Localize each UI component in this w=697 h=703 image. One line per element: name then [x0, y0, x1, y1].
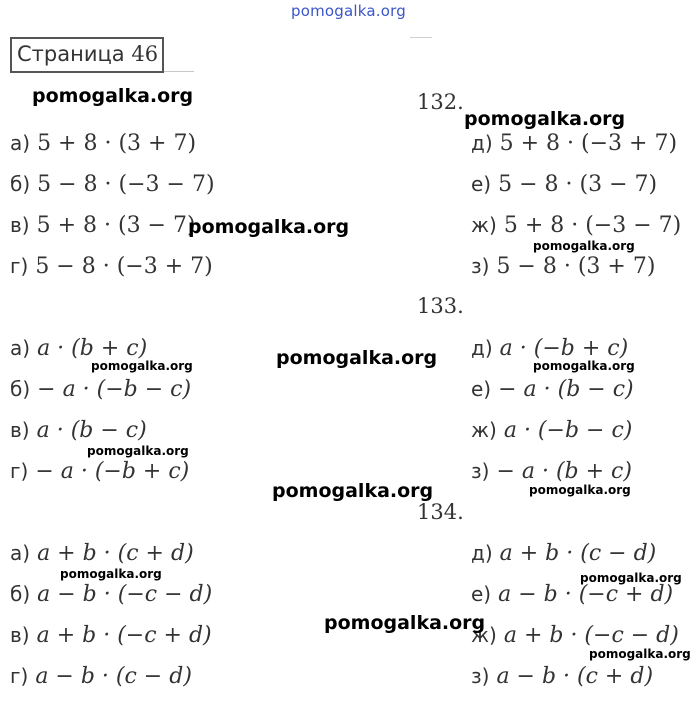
exercise-letter: б) [10, 582, 31, 606]
exercise-letter: з) [471, 254, 490, 278]
watermark-text: pomogalka.org [32, 85, 194, 107]
divider [410, 37, 432, 38]
exercise-letter: г) [10, 664, 29, 688]
exercise-letter: б) [10, 377, 31, 401]
exercise-letter: з) [471, 459, 490, 483]
problem-number-134: 134. [417, 500, 464, 524]
exercise-letter: з) [471, 664, 490, 688]
exercise-letter: г) [10, 254, 29, 278]
exercise-expression: a − b · (−c − d) [37, 582, 213, 607]
site-header-link[interactable]: pomogalka.org [291, 2, 406, 20]
problem-number-132: 132. [417, 90, 464, 114]
exercise-expression: a + b · (c − d) [499, 541, 657, 566]
exercise-expression: a − b · (c − d) [35, 664, 192, 689]
exercise-letter: а) [10, 131, 31, 155]
exercise-expression: 5 − 8 · (−3 − 7) [37, 172, 215, 197]
exercise-132-z [471, 254, 655, 279]
exercise-expression: 5 + 8 · (−3 + 7) [499, 131, 678, 156]
exercise-expression: 5 − 8 · (3 − 7) [498, 172, 658, 197]
exercise-133-d [471, 336, 628, 361]
exercise-expression: − a · (b − c) [498, 377, 634, 402]
exercise-letter: б) [10, 172, 31, 196]
exercise-letter: ж) [471, 418, 497, 442]
divider [164, 71, 194, 72]
watermark-text: pomogalka.org [188, 216, 350, 238]
exercise-letter: а) [10, 336, 31, 360]
watermark-text: pomogalka.org [589, 647, 691, 661]
page-number: 46 [131, 42, 159, 66]
watermark-text: pomogalka.org [580, 571, 682, 585]
exercise-expression: − a · (b + c) [496, 459, 632, 484]
exercise-expression: 5 + 8 · (3 − 7) [36, 213, 196, 238]
watermark-text: pomogalka.org [91, 359, 193, 373]
exercise-expression: a + b · (−c − d) [503, 623, 679, 648]
exercise-132-e [471, 172, 657, 197]
exercise-134-v [10, 623, 212, 648]
exercise-expression: a · (b + c) [37, 336, 148, 361]
exercise-expression: 5 − 8 · (3 + 7) [496, 254, 656, 279]
exercise-expression: − a · (−b − c) [37, 377, 192, 402]
exercise-133-a [10, 336, 147, 361]
exercise-134-d [471, 541, 656, 566]
exercise-132-b [10, 172, 215, 197]
exercise-133-e [471, 377, 634, 402]
watermark-text: pomogalka.org [533, 239, 635, 253]
exercise-letter: д) [471, 131, 493, 155]
exercise-expression: 5 + 8 · (−3 − 7) [503, 213, 682, 238]
exercise-134-z [471, 664, 653, 689]
exercise-133-b [10, 377, 191, 402]
exercise-expression: − a · (−b + c) [35, 459, 190, 484]
exercise-expression: a + b · (−c + d) [36, 623, 212, 648]
exercise-letter: е) [471, 172, 492, 196]
watermark-text: pomogalka.org [324, 612, 486, 634]
exercise-letter: д) [471, 336, 493, 360]
watermark-text: pomogalka.org [276, 347, 438, 369]
page-label [17, 42, 158, 66]
exercise-expression: a · (−b + c) [499, 336, 629, 361]
watermark-text: pomogalka.org [87, 444, 189, 458]
watermark-text: pomogalka.org [529, 483, 631, 497]
exercise-133-g [10, 459, 189, 484]
exercise-132-zh [471, 213, 681, 238]
page-title: Страница [17, 42, 125, 66]
exercise-134-zh [471, 623, 679, 648]
exercise-letter: г) [10, 459, 29, 483]
watermark-text: pomogalka.org [60, 567, 162, 581]
exercise-expression: a − b · (c + d) [496, 664, 654, 689]
exercise-expression: a · (b − c) [36, 418, 147, 443]
exercise-letter: ж) [471, 623, 497, 647]
exercise-letter: а) [10, 541, 31, 565]
watermark-text: pomogalka.org [272, 480, 434, 502]
exercise-132-a [10, 131, 196, 156]
exercise-132-g [10, 254, 213, 279]
problem-number-133: 133. [417, 294, 464, 318]
exercise-134-g [10, 664, 192, 689]
exercise-133-z [471, 459, 632, 484]
watermark-text: pomogalka.org [464, 108, 626, 130]
exercise-letter: е) [471, 377, 492, 401]
exercise-letter: ж) [471, 213, 497, 237]
exercise-133-zh [471, 418, 632, 443]
exercise-132-v [10, 213, 196, 238]
exercise-134-a [10, 541, 194, 566]
exercise-letter: в) [10, 623, 30, 647]
exercise-132-d [471, 131, 677, 156]
exercise-expression: 5 + 8 · (3 + 7) [37, 131, 197, 156]
exercise-letter: д) [471, 541, 493, 565]
exercise-expression: a − b · (−c + d) [498, 582, 674, 607]
exercise-134-b [10, 582, 212, 607]
exercise-letter: е) [471, 582, 492, 606]
exercise-letter: в) [10, 418, 30, 442]
exercise-expression: a · (−b − c) [503, 418, 633, 443]
exercise-expression: 5 − 8 · (−3 + 7) [35, 254, 213, 279]
watermark-text: pomogalka.org [533, 359, 635, 373]
exercise-letter: в) [10, 213, 30, 237]
exercise-134-e [471, 582, 673, 607]
exercise-expression: a + b · (c + d) [37, 541, 194, 566]
exercise-133-v [10, 418, 147, 443]
